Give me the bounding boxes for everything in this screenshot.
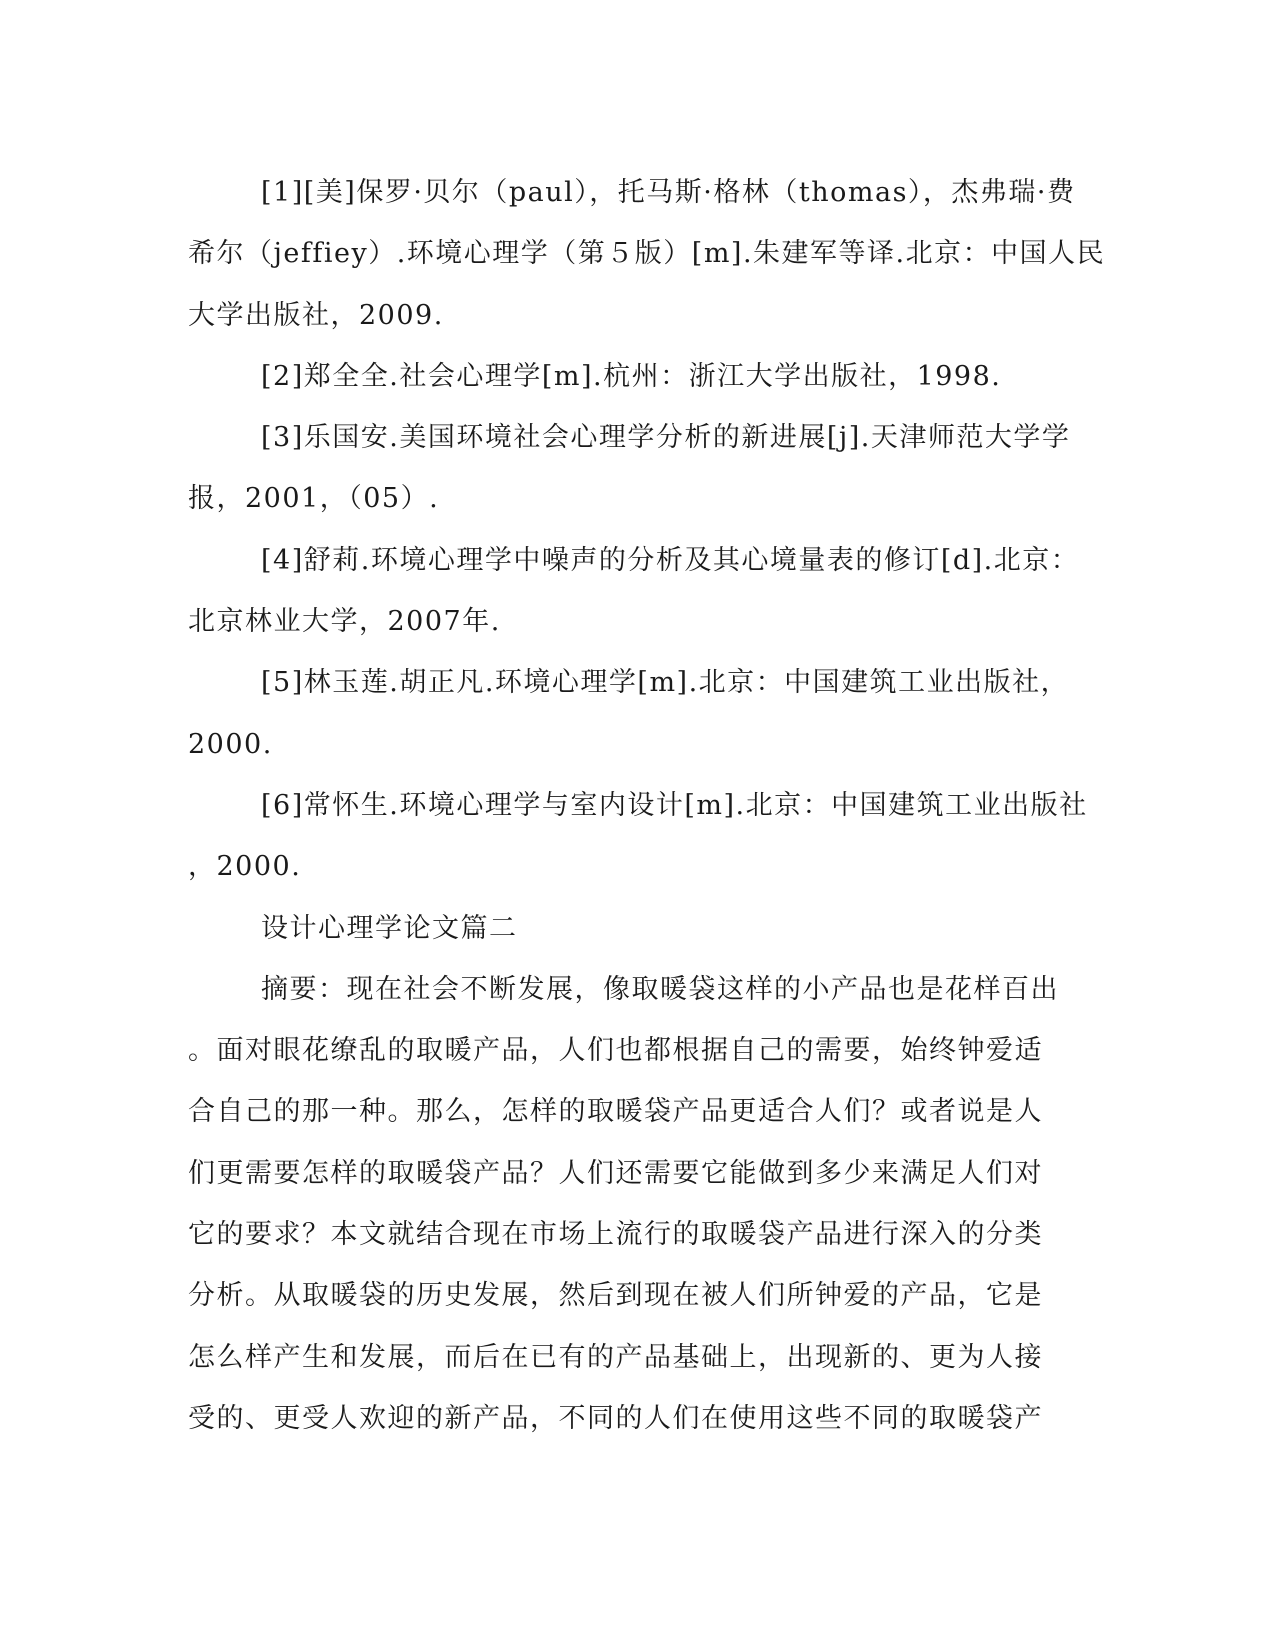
reference-6-line-1: [6]常怀生.环境心理学与室内设计[m].北京：中国建筑工业出版社	[261, 789, 1088, 821]
reference-5-line-1: [5]林玉莲.胡正凡.环境心理学[m].北京：中国建筑工业出版社，	[261, 667, 1070, 699]
abstract-line-3: 合自己的那一种。那么，怎样的取暖袋产品更适合人们？或者说是人	[188, 1096, 1043, 1128]
abstract-line-6: 分析。从取暖袋的历史发展，然后到现在被人们所钟爱的产品，它是	[188, 1280, 1043, 1312]
reference-1-line-3: 大学出版社，2009.	[188, 299, 444, 331]
reference-4-line-1: [4]舒莉.环境心理学中噪声的分析及其心境量表的修订[d].北京：	[261, 544, 1080, 576]
abstract-line-5: 它的要求？本文就结合现在市场上流行的取暖袋产品进行深入的分类	[188, 1219, 1043, 1251]
abstract-line-1: 摘要：现在社会不断发展，像取暖袋这样的小产品也是花样百出	[261, 973, 1059, 1005]
abstract-line-7: 怎么样产生和发展，而后在已有的产品基础上，出现新的、更为人接	[188, 1341, 1043, 1373]
abstract-line-4: 们更需要怎样的取暖袋产品？人们还需要它能做到多少来满足人们对	[188, 1157, 1043, 1189]
reference-2: [2]郑全全.社会心理学[m].杭州：浙江大学出版社，1998.	[261, 360, 1002, 392]
reference-5-line-2: 2000.	[188, 728, 273, 760]
reference-6-line-2: ，2000.	[188, 851, 302, 883]
abstract-line-8: 受的、更受人欢迎的新产品，不同的人们在使用这些不同的取暖袋产	[188, 1402, 1043, 1434]
abstract-line-2: 。面对眼花缭乱的取暖产品，人们也都根据自己的需要，始终钟爱适	[188, 1035, 1043, 1067]
reference-1-line-2: 希尔（jeffiey）.环境心理学（第５版）[m].朱建军等译.北京：中国人民	[188, 238, 1106, 270]
reference-1-line-1: [1][美]保罗·贝尔（paul），托马斯·格林（thomas），杰弗瑞·费	[261, 177, 1076, 208]
reference-3-line-2: 报，2001，（05）.	[188, 483, 440, 515]
reference-3-line-1: [3]乐国安.美国环境社会心理学分析的新进展[j].天津师范大学学	[261, 422, 1071, 454]
section-heading: 设计心理学论文篇二	[261, 912, 518, 944]
document-body	[188, 162, 1106, 1449]
reference-4-line-2: 北京林业大学，2007年.	[188, 606, 501, 638]
